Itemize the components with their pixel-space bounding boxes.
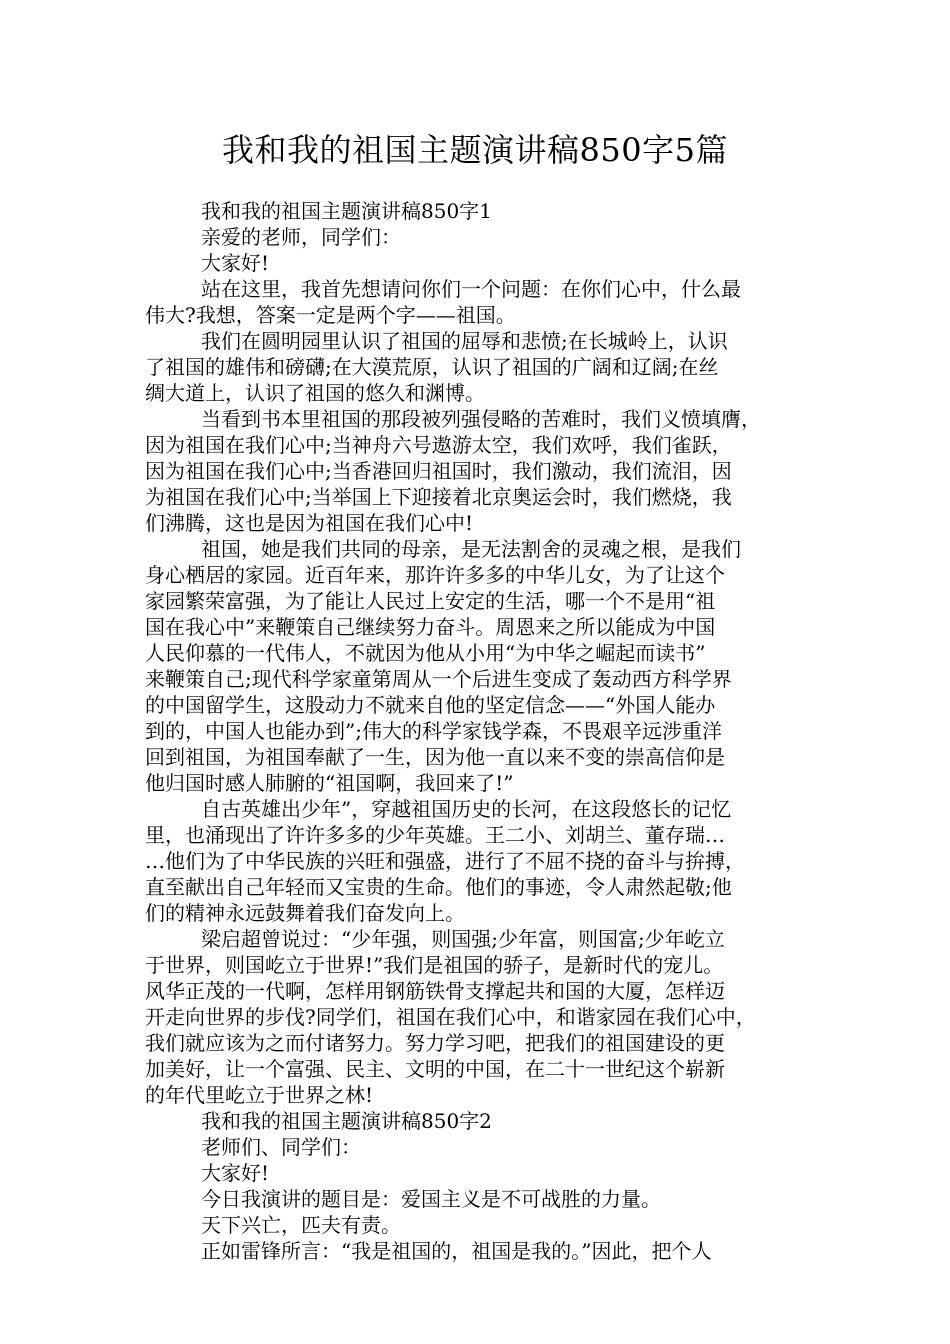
paragraph: 我们在圆明园里认识了祖国的屈辱和悲愤;在长城岭上，认识 了祖国的雄伟和磅礴;在大漠荒原，认识了祖国的广阔和辽阔;在丝 绸大道上，认识了祖国的悠久和渊博。 <box>145 329 728 405</box>
paragraph: 今日我演讲的题目是：爱国主义是不可战胜的力量。 <box>201 1187 661 1211</box>
subtitle-1: 我和我的祖国主题演讲稿850字1 <box>201 199 492 223</box>
salutation-2: 老师们、同学们： <box>201 1135 361 1159</box>
document-body <box>145 198 810 1264</box>
paragraph: 当看到书本里祖国的那段被列强侵略的苦难时，我们义愤填膺， 因为祖国在我们心中;当神舟六号遨游太空，我们欢呼，我们雀跃， 因为祖国在我们心中;当香港回归祖国时，我们激动，我们流泪，因 为祖国在我们心中;当举国上下迎接着北京奥运会时，我们燃烧，我 们沸腾，这也是因为祖国在我们心中! <box>145 407 761 535</box>
paragraph: 祖国，她是我们共同的母亲，是无法割舍的灵魂之根，是我们 身心栖居的家园。近百年来，那许许多多的中华儿女，为了让这个 家园繁荣富强，为了能让人民过上安定的生活，哪一个不是用“祖 国在我心中”来鞭策自己继续努力奋斗。周恩来之所以能成为中国 人民仰慕的一代伟人，不就因为他从小用“为中华之崛起而读书” 来鞭策自己;现代科学家童第周从一个后进生变成了轰动西方科学界 的中国留学生，这股动力不就来自他的坚定信念——“外国人能办 到的，中国人也能办到”;伟大的科学家钱学森，不畏艰辛远涉重洋 回到祖国，为祖国奉献了一生，因为他一直以来不变的崇高信仰是 他归国时感人肺腑的“祖国啊，我回来了!” <box>145 537 741 795</box>
greeting-1: 大家好! <box>201 251 270 275</box>
salutation-1: 亲爱的老师，同学们： <box>201 225 401 249</box>
paragraph: 梁启超曾说过：“少年强，则国强;少年富，则国富;少年屹立 于世界，则国屹立于世界!”我们是祖国的骄子，是新时代的宠儿。 风华正茂的一代啊，怎样用钢筋铁骨支撑起共和国的大厦，怎样迈 开走向世界的步伐?同学们，祖国在我们心中，和谐家园在我们心中， 我们就应该为之而付诸努力。努力学习吧，把我们的祖国建设的更 加美好，让一个富强、民主、文明的中国，在二十一世纪这个崭新 的年代里屹立于世界之林! <box>145 927 756 1107</box>
greeting-2: 大家好! <box>201 1161 270 1185</box>
paragraph: 自古英雄出少年”，穿越祖国历史的长河，在这段悠长的记忆 里，也涌现出了许许多多的少年英雄。王二小、刘胡兰、董存瑞… …他们为了中华民族的兴旺和强盛，进行了不屈不挠的奋斗与拚搏， 直至献出自己年轻而又宝贵的生命。他们的事迹，令人肃然起敬;他 们的精神永远鼓舞着我们奋发向上。 <box>145 797 745 925</box>
document-title: 我和我的祖国主题演讲稿850字5篇 <box>222 131 728 169</box>
paragraph: 正如雷锋所言：“我是祖国的，祖国是我的。”因此，把个人 <box>201 1239 712 1263</box>
paragraph: 站在这里，我首先想请问你们一个问题：在你们心中，什么最 伟大?我想，答案一定是两个字——祖国。 <box>145 277 741 327</box>
subtitle-2: 我和我的祖国主题演讲稿850字2 <box>201 1109 492 1133</box>
paragraph: 天下兴亡，匹夫有责。 <box>201 1213 401 1237</box>
